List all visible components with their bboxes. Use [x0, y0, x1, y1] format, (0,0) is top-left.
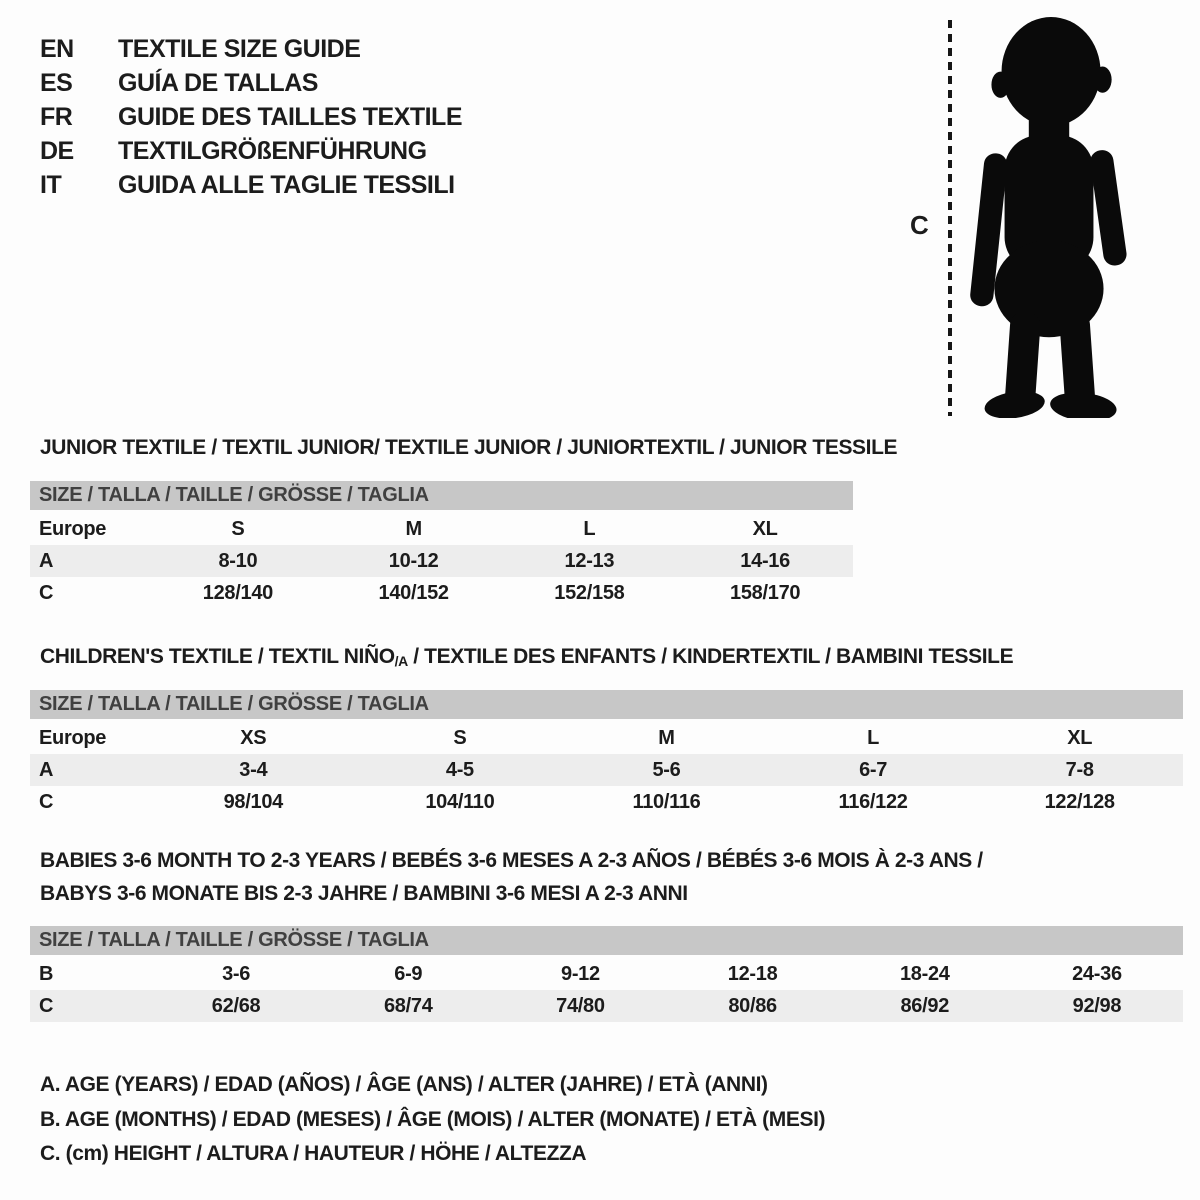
- table-cell: 5-6: [652, 758, 681, 781]
- table-cell: S: [231, 517, 245, 540]
- table-cell: 12-18: [727, 962, 778, 985]
- table-cell: 68/74: [383, 994, 433, 1017]
- table-cell: S: [453, 726, 467, 749]
- table-cell: M: [405, 517, 422, 540]
- table-cell: 104/110: [425, 790, 495, 813]
- row-label: C: [39, 994, 54, 1017]
- table-cell: 12-13: [564, 549, 615, 572]
- size-table-header: SIZE / TALLA / TAILLE / GRÖSSE / TAGLIA: [30, 481, 853, 510]
- children-title-suffix: / TEXTILE DES ENFANTS / KINDERTEXTIL / BAMBINI TESSILE: [407, 645, 1014, 668]
- language-row: [40, 134, 462, 168]
- babies-section-title: [40, 844, 983, 910]
- language-code: ES: [40, 69, 73, 97]
- table-cell: XL: [1067, 726, 1093, 749]
- row-label: C: [39, 790, 54, 813]
- guide-title: TEXTILGRÖßENFÜHRUNG: [118, 137, 427, 165]
- size-table-header: SIZE / TALLA / TAILLE / GRÖSSE / TAGLIA: [30, 926, 1183, 955]
- table-cell: 6-7: [859, 758, 888, 781]
- table-cell: 10-12: [388, 549, 439, 572]
- table-cell: 6-9: [394, 962, 423, 985]
- language-row: [40, 168, 462, 202]
- table-cell: 86/92: [900, 994, 950, 1017]
- table-cell: 3-6: [222, 962, 251, 985]
- language-row: [40, 32, 462, 66]
- table-cell: 3-4: [239, 758, 268, 781]
- table-cell: 4-5: [445, 758, 474, 781]
- legend-line-c: C. (cm) HEIGHT / ALTURA / HAUTEUR / HÖHE / ALTEZZA: [40, 1142, 587, 1165]
- legend-line-a: A. AGE (YEARS) / EDAD (AÑOS) / ÂGE (ANS) / ALTER (JAHRE) / ETÀ (ANNI): [40, 1073, 768, 1096]
- row-label: Europe: [39, 517, 107, 540]
- height-measure-line: [948, 20, 952, 416]
- table-cell: 7-8: [1065, 758, 1094, 781]
- table-row: [30, 958, 1183, 990]
- language-code: FR: [40, 103, 73, 131]
- table-cell: 110/116: [632, 790, 701, 813]
- legend: [40, 1068, 825, 1172]
- guide-title: GUÍA DE TALLAS: [118, 69, 318, 97]
- table-cell: 14-16: [740, 549, 790, 572]
- table-cell: L: [867, 726, 880, 749]
- table-cell: 128/140: [202, 581, 273, 604]
- row-label: A: [39, 758, 54, 781]
- junior-section-title: JUNIOR TEXTILE / TEXTIL JUNIOR/ TEXTILE JUNIOR / JUNIORTEXTIL / JUNIOR TESSILE: [40, 436, 898, 459]
- babies-title-line2: BABYS 3-6 MONATE BIS 2-3 JAHRE / BAMBINI 3-6 MESI A 2-3 ANNI: [40, 882, 688, 905]
- babies-title-line1: BABIES 3-6 MONTH TO 2-3 YEARS / BEBÉS 3-6 MESES A 2-3 AÑOS / BÉBÉS 3-6 MOIS À 2-3 ANS /: [40, 849, 983, 872]
- table-row: [30, 754, 1183, 786]
- table-cell: 92/98: [1072, 994, 1122, 1017]
- row-label: Europe: [39, 726, 107, 749]
- table-cell: L: [583, 517, 596, 540]
- table-row: [30, 577, 853, 609]
- guide-title: GUIDE DES TAILLES TEXTILE: [118, 103, 463, 131]
- guide-title: GUIDA ALLE TAGLIE TESSILI: [118, 171, 455, 199]
- table-cell: 122/128: [1044, 790, 1115, 813]
- table-cell: 8-10: [218, 549, 258, 572]
- language-row: [40, 66, 462, 100]
- table-cell: 80/86: [728, 994, 777, 1017]
- table-cell: 158/170: [730, 581, 801, 604]
- language-code: EN: [40, 35, 74, 63]
- children-title-sub: /A: [394, 653, 408, 669]
- table-row: [30, 722, 1183, 754]
- height-measure-label: C: [910, 210, 929, 240]
- table-row: [30, 786, 1183, 818]
- table-cell: 74/80: [556, 994, 605, 1017]
- children-title-prefix: CHILDREN'S TEXTILE / TEXTIL NIÑO: [40, 645, 395, 668]
- table-cell: 98/104: [223, 790, 283, 813]
- table-cell: 9-12: [561, 962, 600, 985]
- language-title-list: [40, 32, 462, 202]
- table-row: [30, 990, 1183, 1022]
- table-cell: 24-36: [1072, 962, 1122, 985]
- size-table-header: SIZE / TALLA / TAILLE / GRÖSSE / TAGLIA: [30, 690, 1183, 719]
- table-cell: 116/122: [838, 790, 908, 813]
- children-section-title: [40, 640, 1013, 678]
- table-row: [30, 545, 853, 577]
- table-cell: 152/158: [554, 581, 625, 604]
- row-label: B: [39, 962, 54, 985]
- row-label: C: [39, 581, 54, 604]
- table-cell: XL: [752, 517, 778, 540]
- table-row: [30, 513, 853, 545]
- guide-title: TEXTILE SIZE GUIDE: [118, 35, 361, 63]
- language-code: DE: [40, 137, 74, 165]
- table-cell: M: [658, 726, 675, 749]
- children-size-table: [30, 690, 1183, 818]
- babies-size-table: [30, 926, 1183, 1022]
- language-code: IT: [40, 171, 62, 199]
- legend-line-b: B. AGE (MONTHS) / EDAD (MESES) / ÂGE (MOIS) / ALTER (MONATE) / ETÀ (MESI): [40, 1107, 826, 1131]
- table-cell: 62/68: [211, 994, 261, 1017]
- row-label: A: [39, 549, 54, 572]
- table-cell: XS: [240, 726, 267, 749]
- table-cell: 140/152: [378, 581, 449, 604]
- language-row: [40, 100, 462, 134]
- child-silhouette-icon: [960, 14, 1136, 418]
- junior-size-table: [30, 481, 853, 609]
- table-cell: 18-24: [899, 962, 950, 985]
